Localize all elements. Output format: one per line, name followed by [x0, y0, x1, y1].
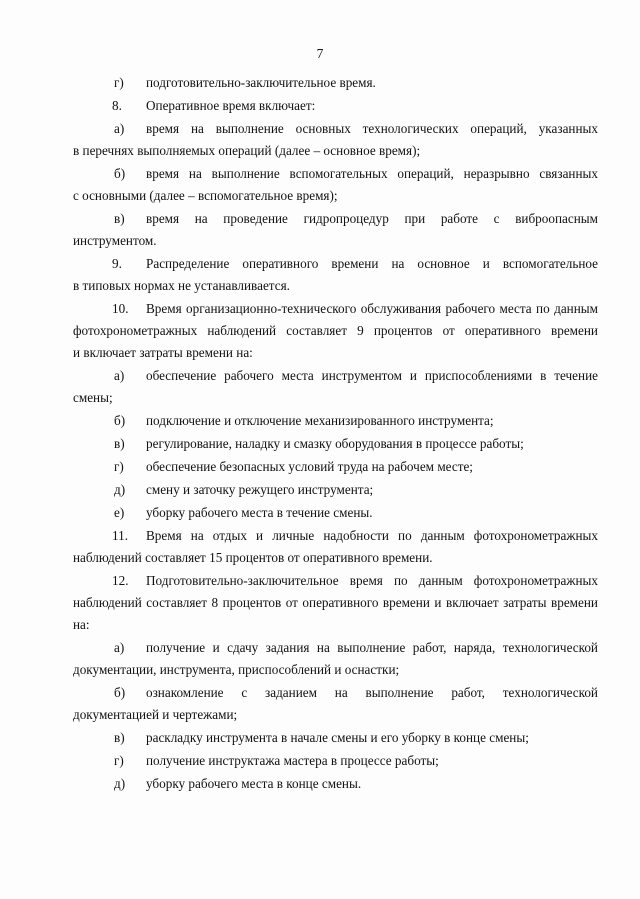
- item-text: уборку рабочего места в конце смены.: [146, 776, 362, 791]
- item-text-continuation: инструментом.: [73, 233, 157, 248]
- paragraph-first-line: [73, 773, 598, 795]
- paragraph: [73, 208, 598, 252]
- paragraph: [73, 479, 598, 501]
- paragraph: [73, 637, 598, 681]
- item-text: Время организационно-технического обслуживания рабочего места по данным: [146, 301, 598, 316]
- item-marker: г): [114, 75, 124, 90]
- item-text-continuation: фотохронометражных наблюдений составляет 9 процентов от оперативного времени: [73, 323, 598, 338]
- item-text-continuation: в перечнях выполняемых операций (далее – основное время);: [73, 143, 421, 158]
- item-marker: г): [114, 753, 124, 768]
- item-text-continuation: документации, инструмента, приспособлений и оснастки;: [73, 662, 400, 677]
- item-marker: 10.: [112, 301, 129, 316]
- paragraph-first-line: [73, 727, 598, 749]
- paragraph: [73, 525, 598, 569]
- item-marker: б): [114, 685, 126, 700]
- item-marker: 9.: [112, 256, 122, 271]
- item-text-continuation: в типовых нормах не устанавливается.: [73, 278, 290, 293]
- paragraph: [73, 750, 598, 772]
- paragraph-first-line: [73, 208, 598, 230]
- paragraph: [73, 410, 598, 432]
- item-text: время на выполнение основных технологических операций, указанных: [146, 121, 598, 136]
- paragraph-first-line: [73, 750, 598, 772]
- paragraph-first-line: [73, 456, 598, 478]
- item-text-continuation: с основными (далее – вспомогательное время);: [73, 188, 338, 203]
- paragraph: [73, 682, 598, 726]
- item-marker: а): [114, 368, 125, 383]
- item-marker: в): [114, 211, 125, 226]
- item-text-continuation: и включает затраты времени на:: [73, 345, 253, 360]
- item-marker: е): [114, 505, 125, 520]
- item-marker: 11.: [112, 528, 128, 543]
- item-text-continuation: наблюдений составляет 8 процентов от оперативного времени и включает затраты времени: [73, 595, 598, 610]
- paragraph: [73, 95, 598, 117]
- paragraph-first-line: [73, 163, 598, 185]
- paragraph: [73, 163, 598, 207]
- item-text: подключение и отключение механизированного инструмента;: [146, 413, 494, 428]
- item-text-continuation: документацией и чертежами;: [73, 707, 238, 722]
- paragraph-first-line: [73, 118, 598, 140]
- paragraph: [73, 727, 598, 749]
- item-marker: д): [114, 776, 126, 791]
- item-text-continuation: наблюдений составляет 15 процентов от оперативного времени.: [73, 550, 433, 565]
- paragraph: [73, 502, 598, 524]
- item-marker: б): [114, 166, 126, 181]
- paragraph-first-line: [73, 570, 598, 592]
- item-text: смену и заточку режущего инструмента;: [146, 482, 374, 497]
- item-text: Подготовительно-заключительное время по данным фотохронометражных: [146, 573, 598, 588]
- item-marker: 8.: [112, 98, 122, 113]
- item-text: регулирование, наладку и смазку оборудования в процессе работы;: [146, 436, 524, 451]
- item-marker: а): [114, 121, 125, 136]
- item-text: время на проведение гидропроцедур при работе с виброопасным: [146, 211, 598, 226]
- item-text-continuation: на:: [73, 617, 90, 632]
- paragraph-first-line: [73, 95, 598, 117]
- paragraph-first-line: [73, 253, 598, 275]
- paragraph-first-line: [73, 365, 598, 387]
- item-marker: в): [114, 730, 125, 745]
- item-text: Время на отдых и личные надобности по данным фотохронометражных: [146, 528, 598, 543]
- item-marker: в): [114, 436, 125, 451]
- item-text: ознакомление с заданием на выполнение работ, технологической: [146, 685, 598, 700]
- paragraph: [73, 253, 598, 297]
- paragraph-first-line: [73, 410, 598, 432]
- paragraph: [73, 72, 598, 94]
- paragraph: [73, 456, 598, 478]
- paragraph-first-line: [73, 479, 598, 501]
- item-text: время на выполнение вспомогательных операций, неразрывно связанных: [146, 166, 598, 181]
- paragraph-first-line: [73, 637, 598, 659]
- paragraph-first-line: [73, 682, 598, 704]
- item-marker: д): [114, 482, 126, 497]
- paragraph: [73, 433, 598, 455]
- item-text: Распределение оперативного времени на основное и вспомогательное: [146, 256, 598, 271]
- item-text: подготовительно-заключительное время.: [146, 75, 376, 90]
- paragraph-first-line: [73, 298, 598, 320]
- item-text: обеспечение рабочего места инструментом и приспособлениями в течение: [146, 368, 598, 383]
- paragraph-first-line: [73, 72, 598, 94]
- item-text-continuation: смены;: [73, 390, 113, 405]
- item-marker: а): [114, 640, 125, 655]
- document-body: [73, 72, 598, 796]
- item-text: уборку рабочего места в течение смены.: [146, 505, 373, 520]
- paragraph-first-line: [73, 502, 598, 524]
- paragraph: [73, 365, 598, 409]
- item-marker: г): [114, 459, 124, 474]
- item-text: получение и сдачу задания на выполнение работ, наряда, технологической: [146, 640, 598, 655]
- paragraph: [73, 118, 598, 162]
- page-number: 7: [316, 46, 324, 61]
- paragraph: [73, 298, 598, 364]
- paragraph-first-line: [73, 525, 598, 547]
- item-marker: 12.: [112, 573, 129, 588]
- item-text: получение инструктажа мастера в процессе работы;: [146, 753, 439, 768]
- item-text: раскладку инструмента в начале смены и его уборку в конце смены;: [146, 730, 529, 745]
- item-marker: б): [114, 413, 126, 428]
- paragraph: [73, 773, 598, 795]
- paragraph: [73, 570, 598, 636]
- item-text: обеспечение безопасных условий труда на рабочем месте;: [146, 459, 473, 474]
- item-text: Оперативное время включает:: [146, 98, 316, 113]
- paragraph-first-line: [73, 433, 598, 455]
